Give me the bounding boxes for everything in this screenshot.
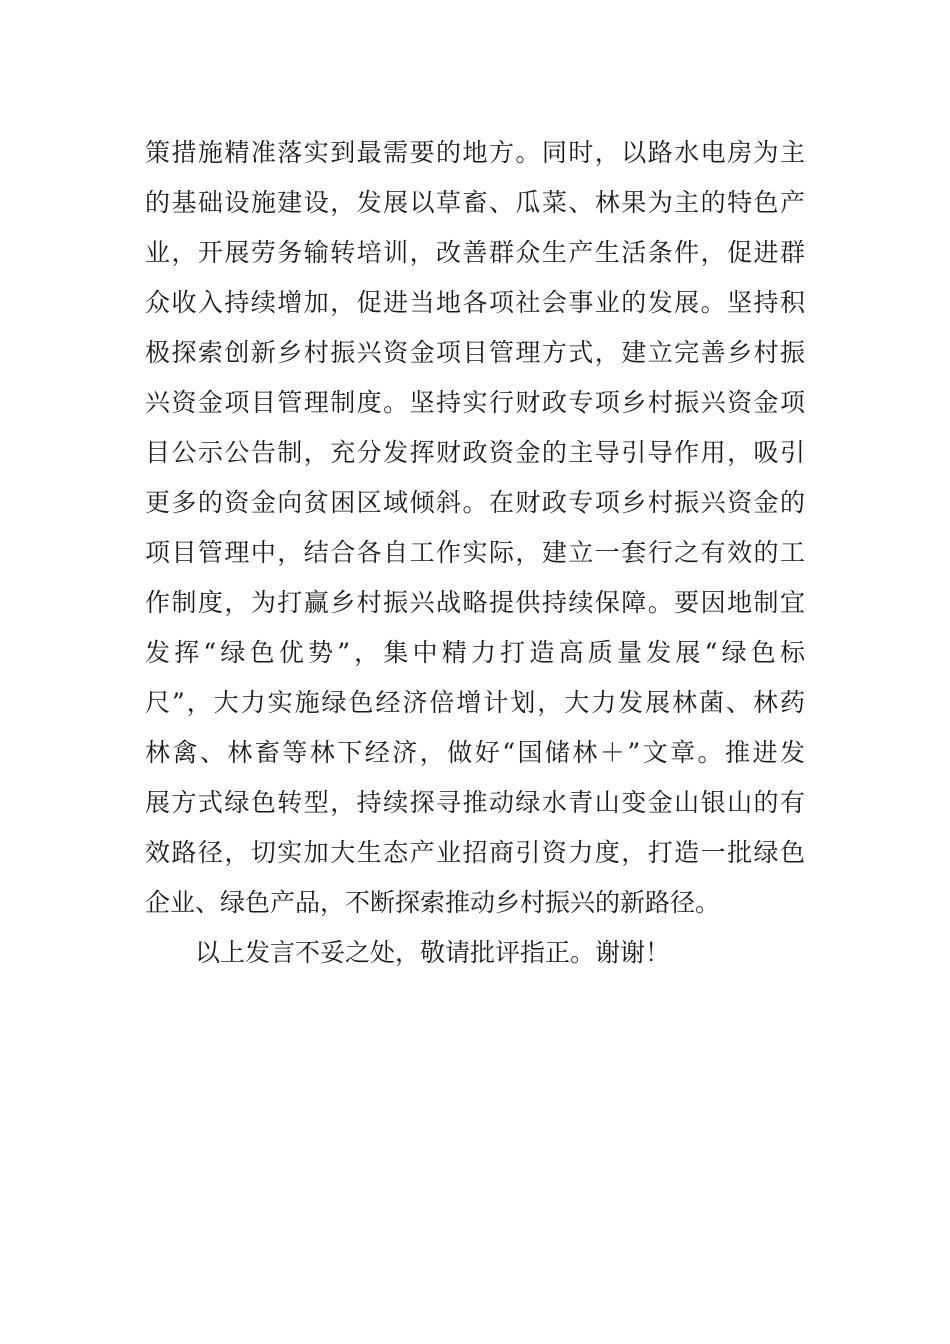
text-line: 极探索创新乡村振兴资金项目管理方式，建立完善乡村振 [145,338,805,367]
text-line: 展方式绿色转型，持续探寻推动绿水青山变金山银山的有 [145,788,805,817]
text-line: 尺”，大力实施绿色经济倍增计划，大力发展林菌、林药 [145,688,805,717]
text-line: 项目管理中，结合各自工作实际，建立一套行之有效的工 [145,538,805,567]
text-line: 发挥“绿色优势”，集中精力打造高质量发展“绿色标 [145,638,805,667]
text-line: 的基础设施建设，发展以草畜、瓜菜、林果为主的特色产 [145,188,805,217]
text-line: 作制度，为打赢乡村振兴战略提供持续保障。要因地制宜 [145,588,805,617]
text-line: 众收入持续增加，促进当地各项社会事业的发展。坚持积 [145,288,805,317]
text-line: 策措施精准落实到最需要的地方。同时，以路水电房为主 [145,138,805,167]
text-line: 林禽、林畜等林下经济，做好“国储林＋”文章。推进发 [145,738,805,767]
text-line: 业，开展劳务输转培训，改善群众生产生活条件，促进群 [145,238,805,267]
text-line: 目公示公告制，充分发挥财政资金的主导引导作用，吸引 [145,438,805,467]
paragraph-1 [145,128,805,928]
text-line: 更多的资金向贫困区域倾斜。在财政专项乡村振兴资金的 [145,488,805,517]
closing-paragraph [145,928,805,978]
closing-line: 以上发言不妥之处，敬请批评指正。谢谢！ [195,938,671,967]
text-line: 兴资金项目管理制度。坚持实行财政专项乡村振兴资金项 [145,388,805,417]
text-line: 企业、绿色产品，不断探索推动乡村振兴的新路径。 [145,888,721,917]
document-body [145,128,805,978]
text-line: 效路径，切实加大生态产业招商引资力度，打造一批绿色 [145,838,805,867]
